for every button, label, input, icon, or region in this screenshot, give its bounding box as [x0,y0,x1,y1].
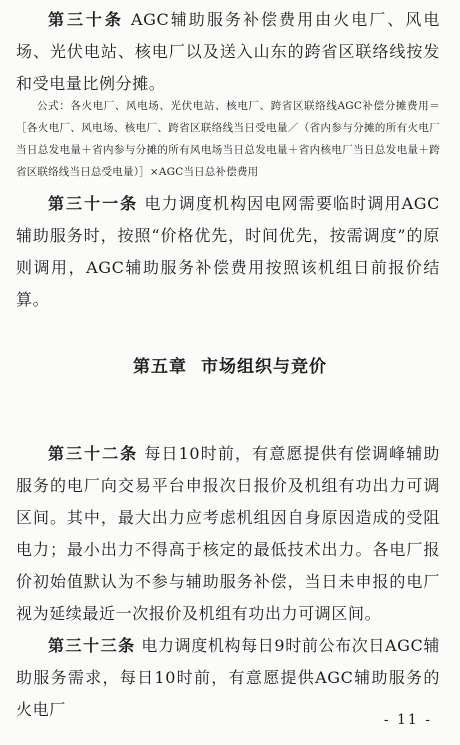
article-30 [16,4,440,100]
article-32-text: 每日10时前，有意愿提供有偿调峰辅助服务的电厂向交易平台申报次日报价及机组有功出力可调区间。其中，最大出力应考虑机组因自身原因造成的受阻电力；最小出力不得高于核定的最低技术出力。各电厂报价初始值默认为不参与辅助服务补偿，当日未申报的电厂视为延续最近一次报价及机组有功出力可调区间。 [16,444,440,623]
article-31 [16,188,440,316]
chapter-number: 第五章 [133,357,187,377]
article-32 [16,438,440,630]
article-33 [16,630,440,726]
article-32-label: 第三十二条 [48,444,139,463]
chapter-heading [0,352,460,377]
chapter-title: 市场组织与竞价 [201,357,327,377]
article-31-label: 第三十一条 [48,194,139,213]
article-30-label: 第三十条 [48,10,124,29]
article-33-label: 第三十三条 [48,636,136,655]
article-33-text: 电力调度机构每日9时前公布次日AGC辅助服务需求，每日10时前，有意愿提供AGC辅助服务的火电厂 [16,636,440,719]
article-30-text: AGC辅助服务补偿费用由火电厂、风电场、光伏电站、核电厂以及送入山东的跨省区联络线按发和受电量比例分摊。 [16,10,440,93]
article-31-text: 电力调度机构因电网需要临时调用AGC辅助服务时，按照“价格优先，时间优先，按需调度”的原则调用，AGC辅助服务补偿费用按照该机组日前报价结算。 [16,194,440,309]
page-number: - 11 - [383,712,432,728]
formula-note: 公式：各火电厂、风电场、光伏电站、核电厂、跨省区联络线AGC补偿分摊费用＝［各火电厂、风电场、核电厂、跨省区联络线当日受电量／（省内参与分摊的所有火电厂当日总发电量＋省内参与分摊的所有风电场当日总发电量＋省内核电厂当日总发电量＋跨省区联络线当日总受电量）］×AGC当日总补偿费用 [16,100,440,178]
